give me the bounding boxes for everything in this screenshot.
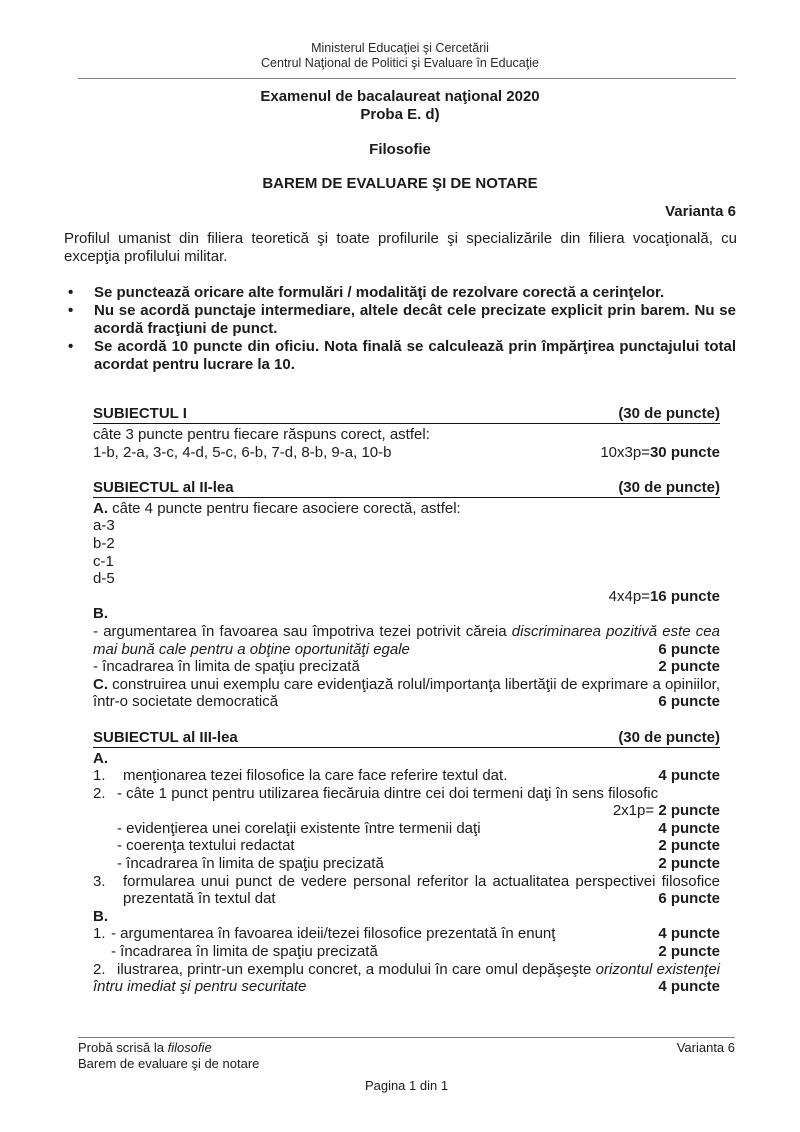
text-line [93, 711, 720, 729]
answer-key-line [93, 517, 720, 535]
text-line [93, 978, 720, 996]
line-text [93, 750, 720, 768]
line-text [123, 890, 650, 908]
list-marker: • [68, 338, 74, 355]
points-value [650, 820, 720, 838]
text-segment: orizontul existenţei [595, 960, 720, 978]
document-header [0, 0, 800, 71]
profile-note [64, 230, 737, 266]
text-segment: 1-b, 2-a, 3-c, 4-d, 5-c, 6-b, 7-d, 8-b, 9-a, 10-b [93, 443, 392, 461]
variant-label: Varianta 6 [665, 203, 736, 220]
list-item [93, 925, 720, 943]
text-segment: câte 3 puncte pentru fiecare răspuns corect, astfel: [93, 426, 430, 443]
line-text [93, 641, 650, 659]
text-line [93, 658, 720, 676]
text-segment: construirea unui exemplu care evidenţiază rolul/importanţa libertăţii de exprimare a opiniilor, [108, 675, 720, 693]
text-segment: - încadrarea în limita de spaţiu precizată [93, 658, 360, 676]
text-line [93, 641, 720, 659]
list-marker: • [68, 302, 74, 319]
points-segment: 4 puncte [658, 978, 720, 996]
text-segment: d-5 [93, 570, 115, 588]
text-line [93, 605, 720, 623]
text-segment: c-1 [93, 552, 114, 570]
points-value [650, 837, 720, 855]
section-heading-points: (30 de puncte) [618, 405, 720, 422]
list-marker: 1. [93, 767, 106, 785]
list-item [93, 767, 720, 785]
points-value [650, 925, 720, 943]
footer-proba-text: Probă scrisă la [78, 1040, 168, 1055]
text-segment: B. [93, 605, 108, 623]
indent-spacer [68, 356, 94, 374]
list-item [93, 820, 720, 838]
line-text [93, 500, 720, 518]
list-marker: 2. [93, 784, 106, 802]
line-text [93, 426, 720, 444]
list-item [93, 943, 720, 961]
line-text [94, 356, 736, 374]
line-text [64, 230, 737, 248]
line-text [93, 588, 601, 606]
section-heading [93, 405, 720, 424]
line-text [94, 338, 736, 356]
text-segment: acordă fracţiuni de punct. [94, 320, 278, 337]
line-text [111, 925, 650, 943]
list-marker: • [68, 284, 74, 301]
line-text [117, 855, 650, 873]
text-segment: b-2 [93, 534, 115, 552]
footer-barem: Barem de evaluare şi de notare [78, 1056, 260, 1071]
exam-title: Examenul de bacalaureat naţional 2020 [260, 88, 540, 105]
text-segment: - evidenţierea unei corelaţii existente între termenii daţi [117, 819, 481, 837]
line-text [93, 605, 720, 623]
line-text [93, 802, 605, 820]
line-text [111, 943, 650, 961]
line-text [93, 517, 720, 535]
grading-rule-line [68, 356, 736, 374]
indent-spacer [93, 943, 111, 961]
document-body [0, 221, 800, 996]
text-segment: întru imediat şi pentru securitate [93, 978, 307, 996]
text-line [93, 676, 720, 694]
line-text [94, 320, 736, 338]
text-segment: - încadrarea în limita de spaţiu precizată [111, 943, 378, 961]
line-text [93, 553, 720, 571]
line-text [93, 623, 720, 641]
footer-proba-subject: filosofie [167, 1040, 212, 1055]
points-segment: 2x1p= [612, 802, 659, 820]
footer-rule [78, 1037, 735, 1038]
text-segment: A. [93, 749, 108, 767]
page-number: Pagina 1 din 1 [364, 1078, 449, 1093]
points-segment: 2 puncte [658, 943, 720, 961]
footer-line-1 [78, 1040, 735, 1056]
points-segment: 6 puncte [658, 693, 720, 711]
section-heading-title: SUBIECTUL I [93, 405, 187, 422]
text-line [93, 750, 720, 768]
points-segment: 2 puncte [658, 802, 720, 820]
points-value [650, 693, 720, 711]
line-text [93, 978, 650, 996]
points-value [650, 641, 720, 659]
points-segment: 16 puncte [649, 587, 720, 605]
text-segment: acordat pentru lucrare la 10. [94, 356, 295, 373]
title-block [0, 79, 800, 193]
text-line [93, 426, 720, 444]
points-segment: 2 puncte [658, 855, 720, 873]
exam-proba: Proba E. d) [360, 106, 440, 123]
list-item [93, 785, 720, 803]
text-segment: A. [93, 499, 108, 517]
line-text [93, 908, 720, 926]
profile-note-line [64, 230, 737, 248]
section-subiectul-2 [93, 479, 720, 729]
text-segment: prezentată în textul dat [123, 890, 276, 908]
footer-proba [78, 1040, 212, 1056]
points-segment: 4 puncte [658, 925, 720, 943]
grading-rule-line [68, 320, 736, 338]
text-line [93, 623, 720, 641]
points-segment: 2 puncte [658, 658, 720, 676]
list-marker: 1. [93, 925, 106, 943]
footer-variant: Varianta 6 [676, 1040, 735, 1055]
answer-key-line [93, 535, 720, 553]
line-text [94, 302, 736, 320]
line-text [64, 248, 737, 266]
ministry-line: Ministerul Educaţiei şi Cercetării [311, 41, 489, 55]
points-segment: 6 puncte [658, 890, 720, 908]
text-line [93, 500, 720, 518]
section-subiectul-1 [93, 405, 720, 479]
section-heading [93, 729, 720, 748]
section-subiectul-3 [93, 729, 720, 996]
line-text [93, 658, 650, 676]
points-value [650, 890, 720, 908]
section-heading [93, 479, 720, 498]
text-segment: Se acordă 10 puncte din oficiu. Nota finală se calculează prin împărţirea punctajului total [94, 338, 736, 355]
text-segment: discriminarea pozitivă este cea [511, 622, 720, 640]
indent-spacer [93, 855, 117, 873]
line-text [93, 535, 720, 553]
text-segment: formularea unui punct de vedere personal referitor la actualitatea perspectivei filosofice [123, 872, 720, 890]
text-segment: excepţia profilului militar. [64, 248, 228, 265]
document-footer [78, 1037, 735, 1094]
text-segment: menţionarea tezei filosofice la care face referire textul dat. [123, 767, 508, 785]
list-marker: 2. [93, 960, 106, 978]
line-text [123, 767, 650, 785]
text-segment: a-3 [93, 517, 115, 535]
profile-note-line [64, 248, 737, 266]
list-item [93, 873, 720, 891]
list-item [93, 961, 720, 979]
grading-rule-bullet [68, 302, 736, 320]
points-value [650, 978, 720, 996]
line-text [123, 873, 720, 891]
points-value [650, 767, 720, 785]
indent-spacer [93, 837, 117, 855]
line-text [117, 785, 720, 803]
text-segment: Se punctează oricare alte formulări / modalităţi de rezolvare corectă a cerinţelor. [94, 284, 665, 301]
points-line [93, 802, 720, 820]
text-segment: - câte 1 punct pentru utilizarea fiecăruia dintre cei doi termeni daţi în sens filosofic [117, 784, 659, 802]
text-segment: ilustrarea, printr-un exemplu concret, a modului în care omul depăşeşte [117, 960, 596, 978]
list-marker: 3. [93, 872, 106, 890]
text-segment: - coerenţa textului redactat [117, 837, 295, 855]
points-line [93, 588, 720, 606]
points-value [650, 658, 720, 676]
text-segment: Nu se acordă punctaje intermediare, altele decât cele precizate explicit prin barem. Nu se [94, 302, 736, 319]
line-text [93, 676, 720, 694]
text-segment: B. [93, 907, 108, 925]
points-value [650, 943, 720, 961]
grading-rules [68, 284, 736, 374]
points-segment: 2 puncte [658, 837, 720, 855]
points-value [592, 444, 720, 462]
grading-rule-bullet [68, 338, 736, 356]
list-item [93, 855, 720, 873]
points-segment: 4 puncte [658, 767, 720, 785]
text-line [93, 693, 720, 711]
section-heading-title: SUBIECTUL al II-lea [93, 478, 234, 496]
line-text [93, 570, 720, 588]
text-line [93, 908, 720, 926]
line-text [94, 284, 736, 302]
line-text [117, 961, 720, 979]
barem-title: BAREM DE EVALUARE ŞI DE NOTARE [262, 175, 538, 192]
section-heading-points: (30 de puncte) [618, 728, 720, 746]
national-center-line: Centrul Naţional de Politici şi Evaluare în Educaţie [261, 56, 539, 70]
line-text [93, 444, 592, 462]
text-segment: Profilul umanist din filiera teoretică şi toate profilurile şi specializările din filiera vocaţională, cu [64, 230, 737, 247]
subject-title: Filosofie [369, 141, 431, 158]
text-segment: C. [93, 675, 108, 693]
points-segment: 4 puncte [658, 819, 720, 837]
line-text [117, 820, 650, 838]
text-segment: într-o societate democratică [93, 693, 279, 711]
text-segment: - încadrarea în limita de spaţiu precizată [117, 855, 384, 873]
points-segment: 10x3p= [600, 443, 650, 461]
line-text [93, 693, 650, 711]
answer-key-line [93, 553, 720, 571]
points-segment: 6 puncte [658, 640, 720, 658]
text-line [93, 461, 720, 479]
indent-spacer [93, 820, 117, 838]
points-value [601, 588, 720, 606]
spacer [0, 996, 800, 1037]
answer-key-line [93, 444, 720, 462]
list-item [93, 837, 720, 855]
text-segment: câte 4 puncte pentru fiecare asociere corectă, astfel: [108, 499, 461, 517]
points-value [605, 802, 720, 820]
text-segment: mai bună cale pentru a obţine oportunităţi egale [93, 640, 410, 658]
indent-spacer [93, 890, 123, 908]
grading-rule-bullet [68, 284, 736, 302]
text-segment: - argumentarea în favoarea sau împotriva tezei potrivit căreia [93, 622, 512, 640]
section-heading-points: (30 de puncte) [618, 478, 720, 496]
section-heading-title: SUBIECTUL al III-lea [93, 728, 238, 746]
text-line [93, 890, 720, 908]
text-segment: - argumentarea în favoarea ideii/tezei filosofice prezentată în enunţ [111, 925, 556, 943]
points-segment: 30 puncte [649, 443, 720, 461]
points-segment: 4x4p= [608, 587, 650, 605]
indent-spacer [68, 320, 94, 338]
line-text [117, 837, 650, 855]
points-value [650, 855, 720, 873]
answer-key-line [93, 570, 720, 588]
